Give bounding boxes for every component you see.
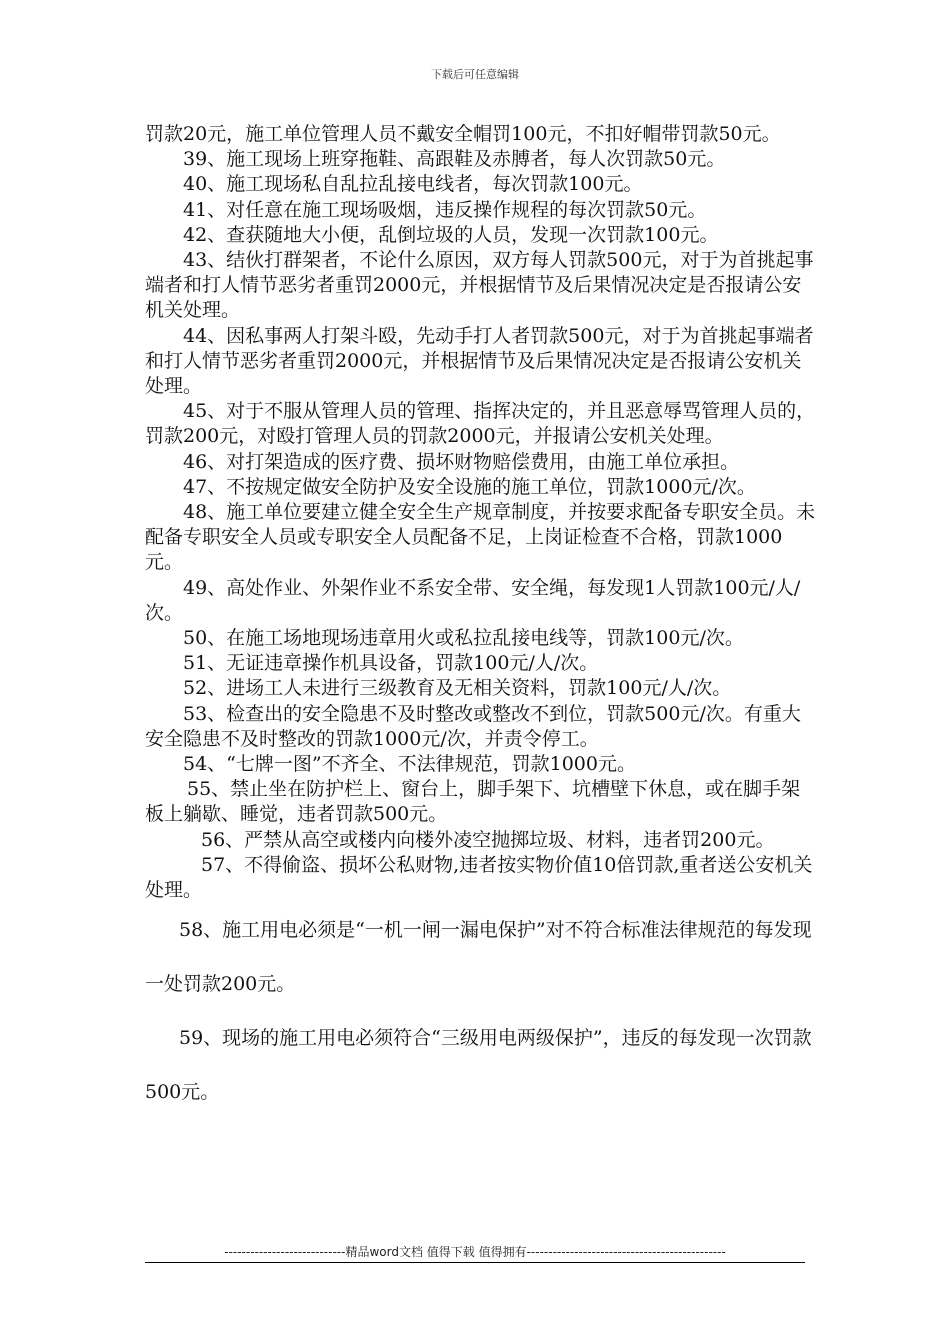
document-body bbox=[145, 122, 817, 1119]
paragraph-43: 43、结伙打群架者，不论什么原因，双方每人罚款500元，对于为首挑起事端者和打人情节恶劣者重罚2000元，并根据情节及后果情况决定是否报请公安机关处理。 bbox=[145, 249, 814, 322]
paragraph-44: 44、因私事两人打架斗殴，先动手打人者罚款500元，对于为首挑起事端者和打人情节恶劣者重罚2000元，并根据情节及后果情况决定是否报请公安机关处理。 bbox=[145, 324, 814, 398]
paragraph-48: 48、施工单位要建立健全安全生产规章制度，并按要求配备专职安全员。未配备专职安全人员或专职安全人员配备不足，上岗证检查不合格，罚款1000元。 bbox=[145, 501, 816, 574]
footer-divider bbox=[145, 1262, 805, 1263]
paragraph-42: 42、查获随地大小便，乱倒垃圾的人员，发现一次罚款100元。 bbox=[183, 223, 719, 246]
paragraph-56: 56、严禁从高空或楼内向楼外凌空抛掷垃圾、材料，违者罚200元。 bbox=[201, 828, 775, 851]
paragraph-47: 47、不按规定做安全防护及安全设施的施工单位，罚款1000元/次。 bbox=[183, 475, 756, 498]
paragraph-39: 39、施工现场上班穿拖鞋、高跟鞋及赤膊者，每人次罚款50元。 bbox=[183, 148, 726, 171]
paragraph-57: 57、不得偷盗、损坏公私财物,违者按实物价值10倍罚款,重者送公安机关处理。 bbox=[145, 853, 813, 902]
paragraph-59: 59、现场的施工用电必须符合“三级用电两级保护”，违反的每发现一次罚款500元。 bbox=[145, 1027, 812, 1104]
paragraph-46: 46、对打架造成的医疗费、损坏财物赔偿费用，由施工单位承担。 bbox=[183, 450, 740, 473]
paragraph-54: 54、“七牌一图”不齐全、不法律规范，罚款1000元。 bbox=[183, 753, 636, 776]
paragraph-40: 40、施工现场私自乱拉乱接电线者，每次罚款100元。 bbox=[183, 173, 643, 196]
paragraph-55: 55、禁止坐在防护栏上、窗台上，脚手架下、坑槽壁下休息，或在脚手架板上躺歇、睡觉，违者罚款500元。 bbox=[145, 778, 801, 826]
paragraph-51: 51、无证违章操作机具设备，罚款100元/人/次。 bbox=[183, 652, 599, 675]
paragraph-49: 49、高处作业、外架作业不系安全带、安全绳，每发现1人罚款100元/人/次。 bbox=[145, 576, 801, 624]
paragraph-52: 52、进场工人未进行三级教育及无相关资料，罚款100元/人/次。 bbox=[183, 677, 732, 700]
header-note: 下载后可任意编辑 bbox=[431, 68, 519, 81]
paragraph-continued: 罚款20元，施工单位管理人员不戴安全帽罚100元，不扣好帽带罚款50元。 bbox=[145, 123, 781, 145]
paragraph-58: 58、施工用电必须是“一机一闸一漏电保护”对不符合标准法律规范的每发现一处罚款200元。 bbox=[145, 919, 812, 996]
paragraph-41: 41、对任意在施工现场吸烟，违反操作规程的每次罚款50元。 bbox=[183, 198, 707, 221]
footer-text: ----------------------------精品word文档 值得下载 值得拥有---------------------------------------------- bbox=[224, 1245, 726, 1259]
paragraph-45: 45、对于不服从管理人员的管理、指挥决定的，并且恶意辱骂管理人员的，罚款200元，对殴打管理人员的罚款2000元，并报请公安机关处理。 bbox=[145, 400, 816, 448]
paragraph-53: 53、检查出的安全隐患不及时整改或整改不到位，罚款500元/次。有重大安全隐患不及时整改的罚款1000元/次，并责令停工。 bbox=[145, 702, 801, 750]
paragraph-50: 50、在施工场地现场违章用火或私拉乱接电线等，罚款100元/次。 bbox=[183, 627, 744, 650]
